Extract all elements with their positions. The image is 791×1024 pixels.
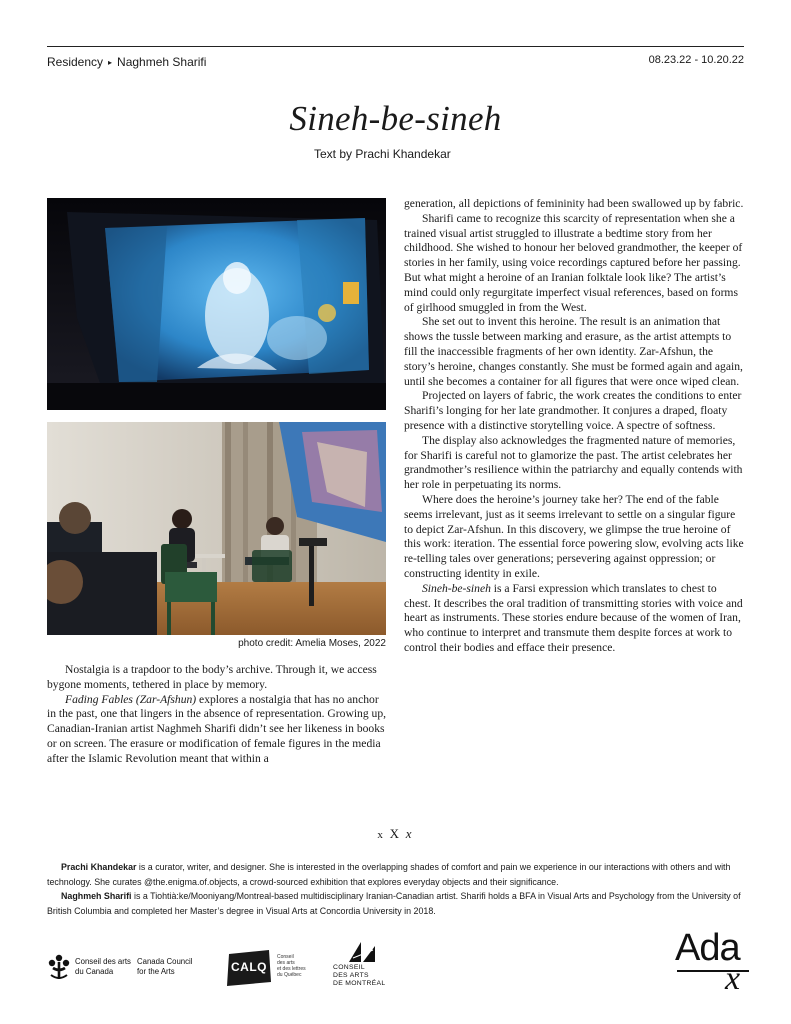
paragraph: Projected on layers of fabric, the work creates the conditions to enter Sharifi’s longing for her late grandmother. It conjures a draped, floaty presence with a distinctive storytelling voice. A spectre of softness.	[404, 389, 742, 432]
cca-english-line2: for the Arts	[137, 967, 175, 976]
breadcrumb	[47, 55, 206, 69]
paragraph: She set out to invent this heroine. The result is an animation that shows the tussle between marking and erasure, as the artist attempts to fill the inaccessible fragments of her own identity. Zar-Afshun, the story’s heroine, changes constantly. She must be formed again and again, until she becomes a container for all figures that were once wiped clean.	[404, 315, 743, 388]
paragraph	[47, 693, 387, 767]
cca-french-line1: Conseil des arts	[75, 957, 131, 966]
calq-logo	[225, 948, 315, 988]
paragraph: Nostalgia is a trapdoor to the body’s archive. Through it, we access bygone moments, tethered in place by memory.	[47, 663, 377, 691]
bio-prachi	[47, 860, 747, 890]
bio-text: is a Tiohtià:ke/Mooniyang/Montreal-based multidisciplinary Iranian-Canadian artist. Sharifi holds a BFA in Visual Arts and Psychology from the University of British Columbia and completed her Master’s degree in Visual Arts at Concordia University in 2018.	[47, 891, 741, 916]
calq-sub-line3: et des lettres	[277, 966, 306, 972]
byline: Text by Prachi Khandekar	[314, 147, 451, 161]
separator-x-large: X	[389, 826, 402, 841]
ada-wordmark: Ada	[675, 927, 740, 969]
canada-council-logo	[47, 951, 197, 985]
bio-name: Prachi Khandekar	[61, 862, 137, 872]
paragraph-text: is a Farsi expression which translates to chest to chest. It describes the oral tradition of transmitting stories with voice and heart as instruments. These stories endure because of the women of Iran, who continue to interpret and transmute them despite forces at work to control their bodies and efface their presence.	[404, 581, 743, 654]
breadcrumb-separator-icon: ▸	[108, 58, 113, 67]
ada-x-glyph: x	[725, 960, 741, 997]
photo-credit: photo credit: Amelia Moses, 2022	[238, 638, 386, 649]
artist-talk-illustration	[47, 422, 386, 635]
separator-x-small: x	[377, 829, 385, 841]
calq-wordmark: CALQ	[231, 960, 267, 974]
paragraph: Sharifi came to recognize this scarcity of representation when she a trained visual artist struggled to illustrate a bedtime story from her childhood. She wished to honour her beloved grandmother, the keeper of stories in her family, using voice recordings captured before her passing. But what might a heroine of an Iranian folktale look like? The artist’s mind could only regurgitate imperfect visual references, based on forms of girlhood smuggled in from the West.	[404, 211, 743, 314]
expression-title: Sineh-be-sineh	[422, 581, 491, 595]
artwork-title: Fading Fables (Zar-Afshun)	[65, 692, 197, 706]
paragraph: Where does the heroine’s journey take her? The end of the fable seems irrelevant, just as it seems irrelevant to settle on a singular figure to depict Zar-Afshun. In this discovery, we glimpse the true heroine of this work: iteration. The essential force powering slow, evolving acts like re-telling tales over generations; persevering against oppression; or constructing identity in exile.	[404, 492, 744, 580]
cam-line1: CONSEIL	[333, 964, 365, 971]
ada-x-logo	[675, 928, 755, 998]
page-title: Sineh-be-sineh	[289, 99, 502, 138]
cca-french-line2: du Canada	[75, 967, 114, 976]
paragraph: The display also acknowledges the fragmented nature of memories, for Sharifi is careful not to glamorize the past. The artist celebrates her grandmother’s resilience within the patriarchy and equally contends with her role in perpetuating its norms.	[404, 433, 743, 492]
cam-line3: DE MONTRÉAL	[333, 980, 386, 987]
bio-name: Naghmeh Sharifi	[61, 891, 132, 901]
article-right-column	[404, 197, 745, 656]
paragraph-text: explores a nostalgia that has no anchor in the past, one that lingers in the absence of representation. Growing up, Canadian-Iranian artist Naghmeh Sharifi didn’t see her likeness in books or on screen. The erasure or modification of female figures in the media after the Islamic Revolution meant that within a	[47, 692, 387, 765]
calq-sub-line4: du Québec	[277, 972, 302, 978]
calq-sub-line2: des arts	[277, 960, 295, 966]
paragraph: generation, all depictions of femininity had been swallowed up by fabric.	[404, 197, 744, 210]
cam-line2: DES ARTS	[333, 972, 369, 979]
artist-talk-photo	[47, 422, 386, 635]
bio-text: is a curator, writer, and designer. She is interested in the overlapping shades of comfort and pain we experience in our interactions with others and with technology. She curates @the.enigma.of.objects, a crowd-sourced exhibition that explores everyday objects and their significance.	[47, 862, 731, 887]
projection-illustration	[47, 198, 386, 410]
calq-sub-line1: Conseil	[277, 954, 294, 960]
article-left-column	[47, 663, 387, 767]
paragraph	[404, 582, 745, 656]
residency-dates: 08.23.22 - 10.20.22	[648, 54, 744, 66]
header-rule	[47, 46, 744, 47]
cca-english-line1: Canada Council	[137, 957, 193, 966]
breadcrumb-artist: Naghmeh Sharifi	[117, 55, 207, 69]
breadcrumb-section: Residency	[47, 55, 104, 69]
conseil-arts-montreal-logo	[333, 940, 393, 990]
separator-x-italic: x	[405, 826, 414, 841]
section-separator	[0, 826, 791, 842]
bio-naghmeh	[47, 889, 747, 919]
projection-photo	[47, 198, 386, 410]
cam-emblem-icon	[347, 940, 377, 964]
canada-council-emblem-icon	[47, 953, 71, 983]
